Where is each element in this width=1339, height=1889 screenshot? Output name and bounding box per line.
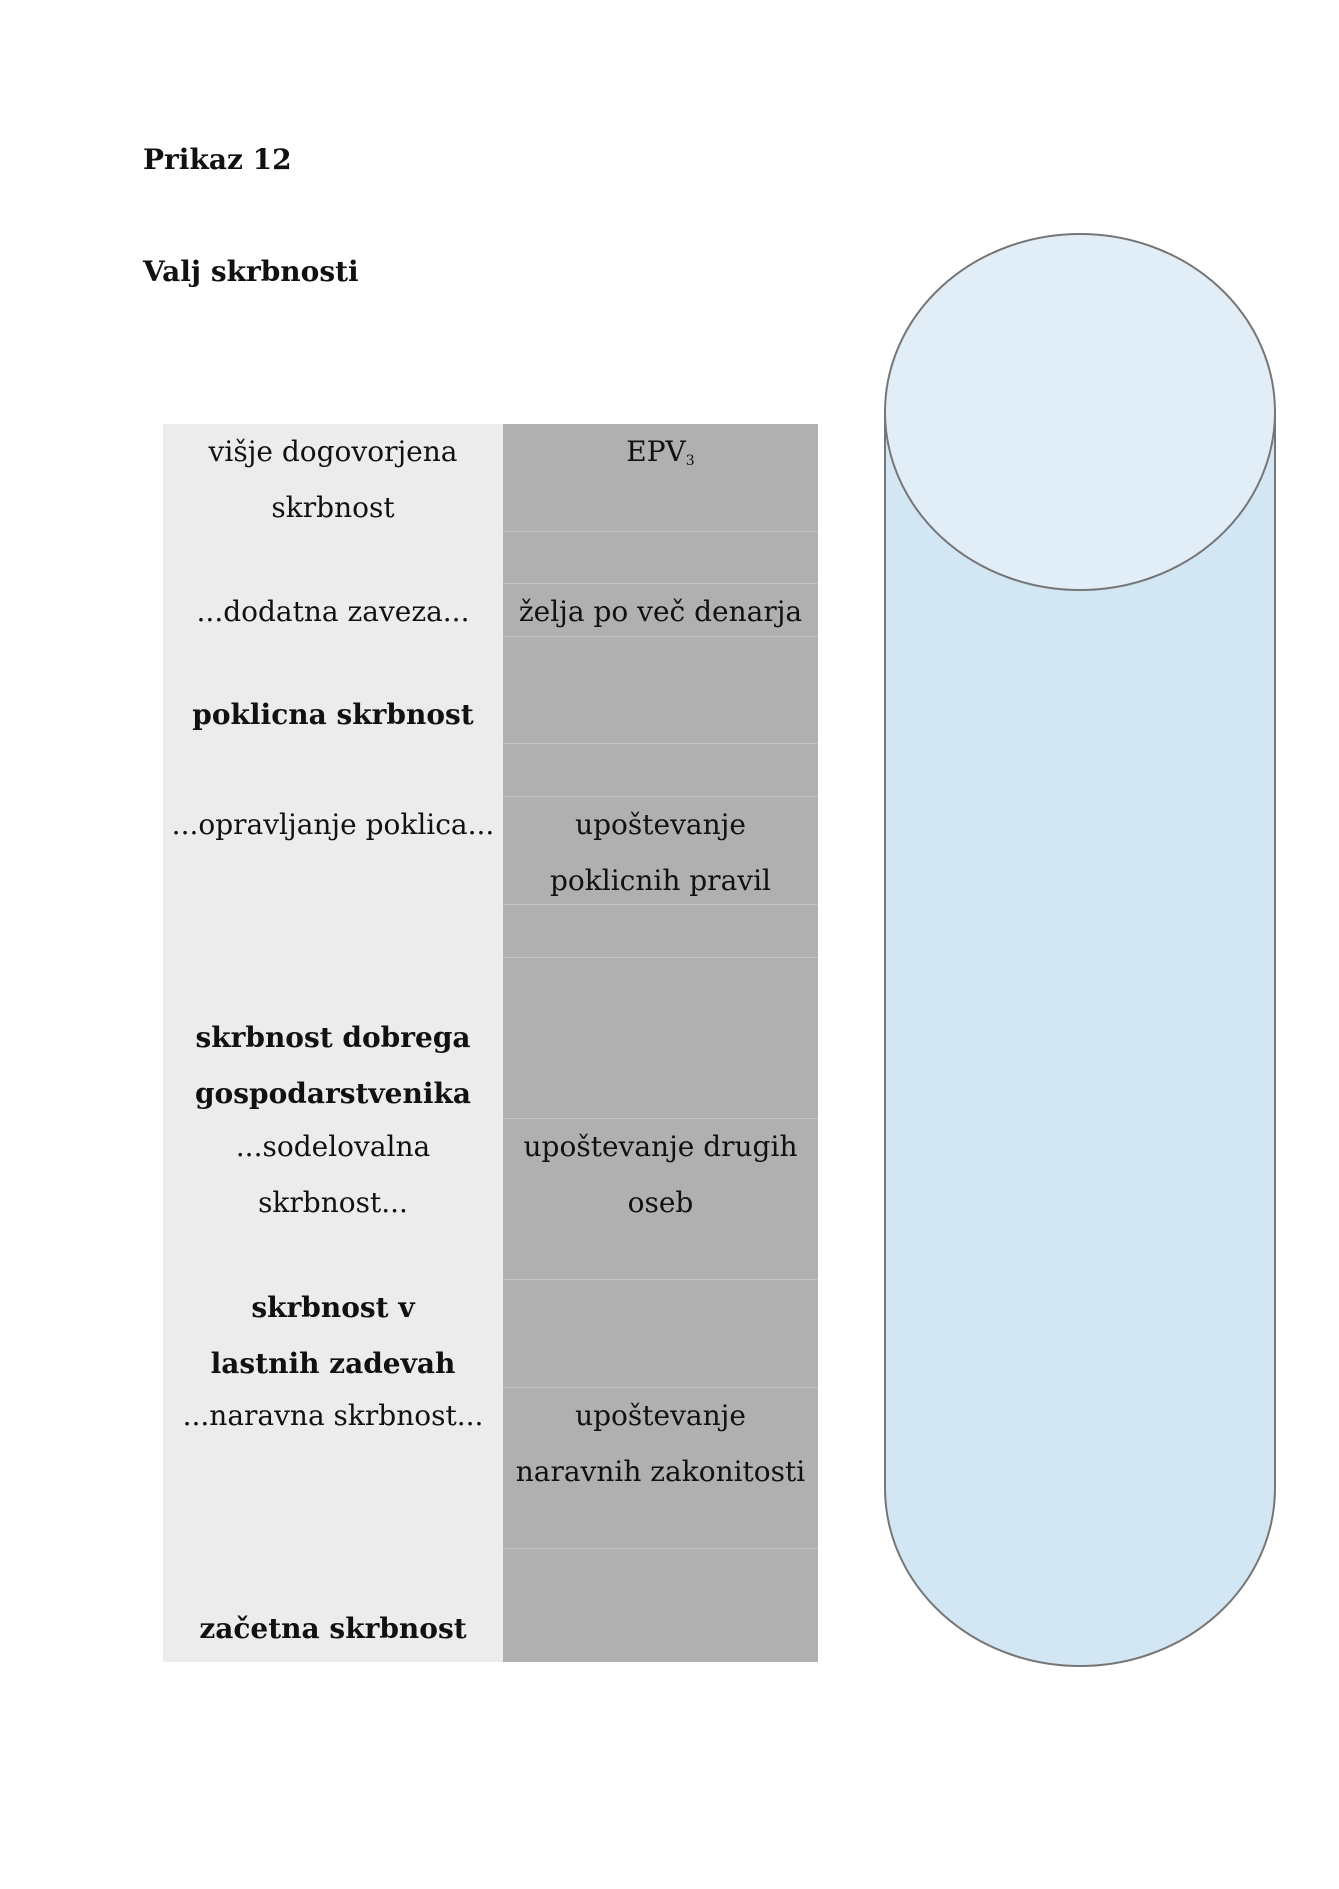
- care-level-text: ...sodelovalna skrbnost...: [235, 1130, 431, 1219]
- figure-title: Valj skrbnosti: [143, 255, 359, 288]
- criterion-main-text: upoštevanje naravnih zakonitosti: [515, 1399, 806, 1488]
- cylinder-body: [885, 412, 1275, 1666]
- figure-label: Prikaz 12: [143, 143, 292, 176]
- care-level-text: višje dogovorjena skrbnost: [208, 435, 458, 524]
- care-level-text: začetna skrbnost: [199, 1612, 467, 1645]
- criterion-subscript: 3: [685, 453, 695, 469]
- criterion-main-text: upoštevanje drugih oseb: [523, 1130, 798, 1219]
- care-level-text: ...opravljanje poklica...: [171, 808, 495, 841]
- care-level-text: poklicna skrbnost: [192, 698, 474, 731]
- cylinder-top-ellipse: [885, 234, 1275, 590]
- care-level-text: ...dodatna zaveza...: [196, 595, 470, 628]
- criterion-main-text: EPV: [626, 435, 686, 468]
- criterion-main-text: upoštevanje poklicnih pravil: [550, 808, 771, 897]
- criterion-main-text: želja po več denarja: [518, 595, 803, 628]
- care-level-text: ...naravna skrbnost...: [182, 1399, 484, 1432]
- care-level-text: skrbnost v lastnih zadevah: [210, 1291, 456, 1380]
- care-level-text: skrbnost dobrega gospodarstvenika: [194, 1021, 472, 1110]
